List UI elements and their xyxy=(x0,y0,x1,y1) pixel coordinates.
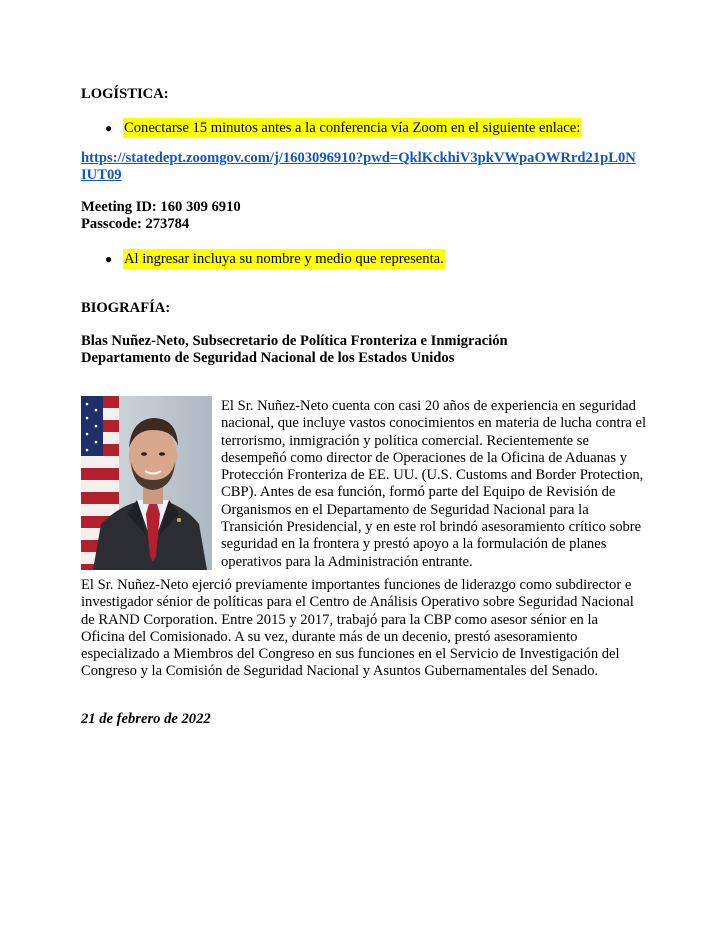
zoom-link[interactable]: https://statedept.zoomgov.com/j/1603096910?pwd=QklKckhiV3pkVWpaOWRrd21pL0NIUT09 xyxy=(81,150,636,183)
bio-name-line-2: Departamento de Seguridad Nacional de los Estados Unidos xyxy=(81,350,455,366)
bullet-icon: ● xyxy=(105,252,113,266)
biography-heading: BIOGRAFÍA: xyxy=(81,300,171,316)
bio-name-line-1: Blas Nuñez-Neto, Subsecretario de Política Fronteriza e Inmigración xyxy=(81,333,508,349)
bio-paragraph-2: El Sr. Nuñez-Neto ejerció previamente importantes funciones de liderazgo como subdirector e investigador sénior de políticas para el Centro de Análisis Operativo sobre Seguridad Nacional de RAND Corporation. Entre 2015 y 2017, trabajó para la CBP como asesor sénior en la Oficina del Comisionado. A su vez, durante más de un decenio, prestó asesoramiento especializado a Miembros del Congreso en sus funciones en el Servicio de Investigación del Congreso y la Comisión de Seguridad Nacional y Asuntos Gubernamentales del Senado. xyxy=(81,577,634,680)
document-date: 21 de febrero de 2022 xyxy=(81,711,211,727)
bullet-icon: ● xyxy=(105,121,113,135)
passcode: Passcode: 273784 xyxy=(81,216,190,232)
portrait-photo xyxy=(81,396,212,570)
bullet-1-text: Conectarse 15 minutos antes a la conferencia vía Zoom en el siguiente enlace: xyxy=(124,120,581,136)
logistics-heading: LOGÍSTICA: xyxy=(81,86,169,102)
meeting-id: Meeting ID: 160 309 6910 xyxy=(81,199,241,215)
bullet-2-text: Al ingresar incluya su nombre y medio que representa. xyxy=(124,251,444,267)
bio-paragraph-1: El Sr. Nuñez-Neto cuenta con casi 20 años de experiencia en seguridad nacional, que incluye vastos conocimientos en materia de lucha contra el terrorismo, inmigración y política comercial. Recientemente se desempeñó como director de Operaciones de la Oficina de Aduanas y Protección Fronteriza de EE. UU. (U.S. Customs and Border Protection, CBP). Antes de esa función, formó parte del Equipo de Revisión de Organismos en el Departamento de Seguridad Nacional para la Transición Presidencial, y en este rol brindó asesoramiento crítico sobre seguridad en la frontera y prestó apoyo a la formulación de planes operativos para la Administración entrante. xyxy=(221,398,647,570)
